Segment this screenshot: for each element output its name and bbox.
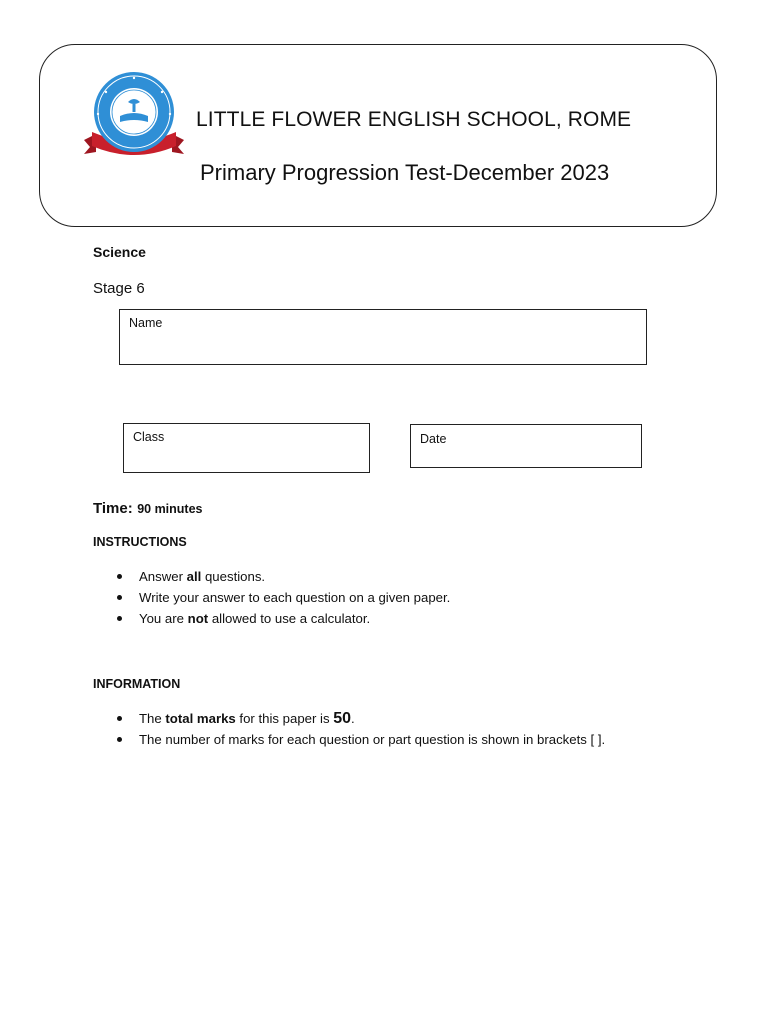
information-heading: INFORMATION bbox=[93, 677, 181, 691]
information-item-marks-note: The number of marks for each question or part question is shown in brackets [ ]. bbox=[116, 729, 605, 750]
subject-label: Science bbox=[93, 244, 146, 260]
stage-label: Stage 6 bbox=[93, 280, 145, 297]
name-field[interactable] bbox=[119, 309, 647, 365]
class-field[interactable] bbox=[123, 423, 370, 473]
class-field-label: Class bbox=[133, 430, 165, 444]
time-label: Time: bbox=[93, 500, 133, 517]
information-list bbox=[116, 708, 605, 750]
date-field-label: Date bbox=[420, 432, 447, 446]
school-logo bbox=[82, 70, 186, 166]
instruction-item: You are not allowed to use a calculator. bbox=[116, 608, 450, 629]
instruction-item: Write your answer to each question on a given paper. bbox=[116, 587, 450, 608]
test-title: Primary Progression Test-December 2023 bbox=[200, 160, 610, 185]
information-item-total-marks: The total marks for this paper is 50. bbox=[116, 708, 605, 729]
time-line bbox=[93, 500, 203, 518]
instruction-item: Answer all questions. bbox=[116, 566, 450, 587]
time-value: 90 minutes bbox=[137, 502, 203, 516]
school-name: LITTLE FLOWER ENGLISH SCHOOL, ROME bbox=[196, 108, 632, 131]
total-marks-value: 50 bbox=[333, 710, 352, 727]
date-field[interactable] bbox=[410, 424, 642, 468]
instructions-heading: INSTRUCTIONS bbox=[93, 535, 187, 549]
name-field-label: Name bbox=[129, 316, 163, 330]
instructions-list bbox=[116, 566, 450, 629]
